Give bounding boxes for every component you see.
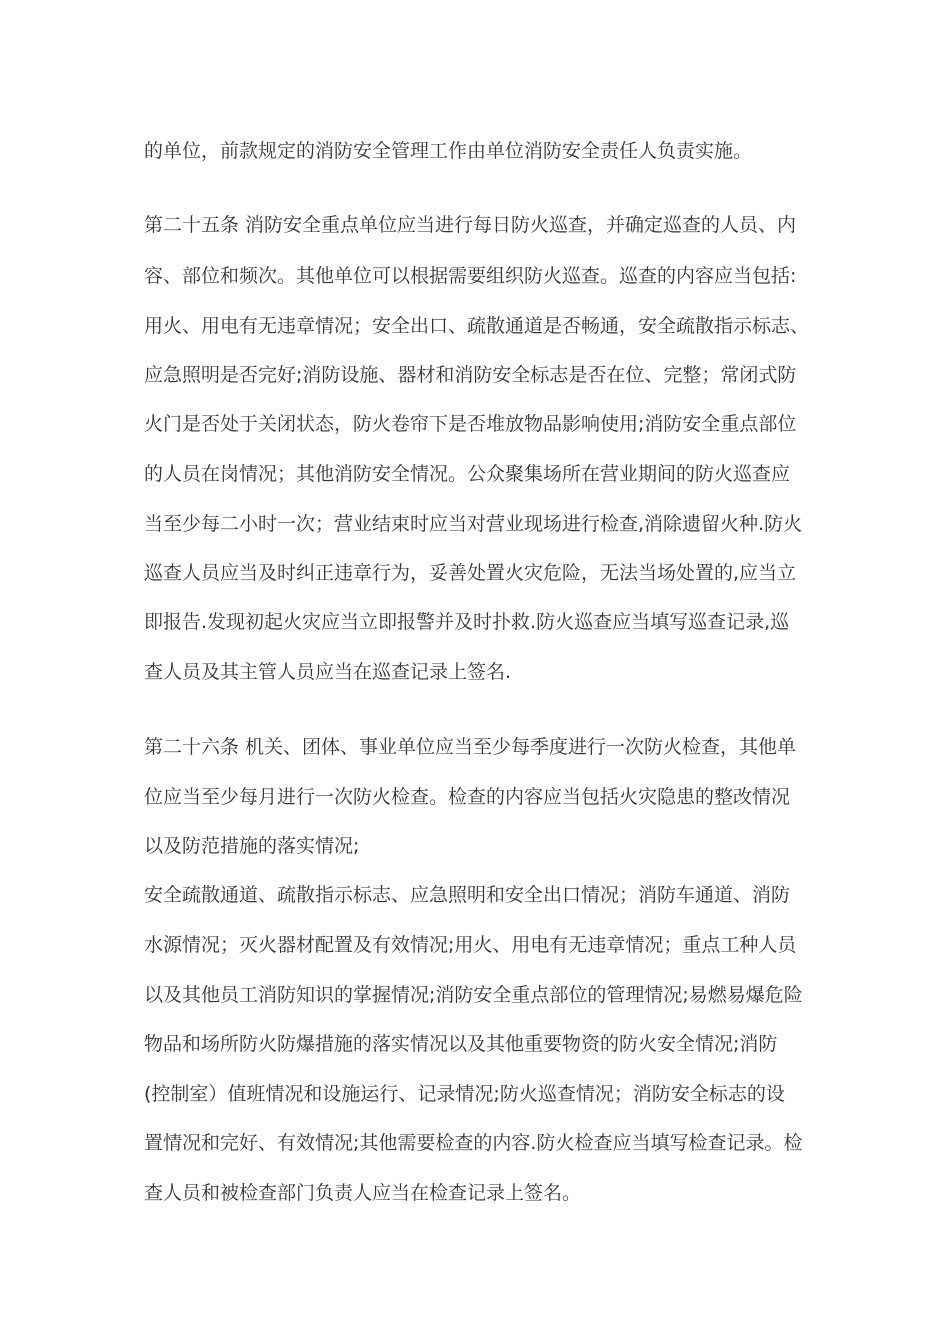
article-26-line-8: (控制室）值班情况和设施运行、记录情况;防火巡查情况；消防安全标志的设 — [144, 1083, 785, 1105]
article-25-line-2: 容、部位和频次。其他单位可以根据需要组织防火巡查。巡查的内容应当包括: — [144, 265, 797, 287]
article-26-line-5: 水源情况；灭火器材配置及有效情况;用火、用电有无违章情况；重点工种人员 — [144, 934, 797, 956]
article-25-line-1: 第二十五条 消防安全重点单位应当进行每日防火巡查，并确定巡查的人员、内 — [144, 214, 797, 236]
article-25-line-10: 查人员及其主管人员应当在巡查记录上签名. — [144, 661, 512, 683]
article-25-line-9: 即报告.发现初起火灾应当立即报警并及时扑救.防火巡查应当填写巡查记录,巡 — [144, 611, 790, 633]
article-25-line-6: 的人员在岗情况；其他消防安全情况。公众聚集场所在营业期间的防火巡查应 — [144, 463, 791, 485]
intro-line: 的单位，前款规定的消防安全管理工作由单位消防安全责任人负责实施。 — [144, 140, 753, 162]
article-25-line-3: 用火、用电有无违章情况；安全出口、疏散通道是否畅通，安全疏散指示标志、 — [144, 315, 810, 337]
article-26-line-6: 以及其他员工消防知识的掌握情况;消防安全重点部位的管理情况;易燃易爆危险 — [144, 984, 803, 1006]
article-26-line-1: 第二十六条 机关、团体、事业单位应当至少每季度进行一次防火检查，其他单 — [144, 736, 797, 758]
article-25-line-5: 火门是否处于关闭状态，防火卷帘下是否堆放物品影响使用;消防安全重点部位 — [144, 413, 797, 435]
article-25-line-4: 应急照明是否完好;消防设施、器材和消防安全标志是否在位、完整；常闭式防 — [144, 364, 797, 386]
article-26-line-2: 位应当至少每月进行一次防火检查。检查的内容应当包括火灾隐患的整改情况 — [144, 786, 791, 808]
article-26-line-7: 物品和场所防火防爆措施的落实情况以及其他重要物资的防火安全情况;消防 — [144, 1033, 778, 1055]
article-26-line-10: 查人员和被检查部门负责人应当在检查记录上签名。 — [144, 1182, 582, 1204]
article-25-line-7: 当至少每二小时一次；营业结束时应当对营业现场进行检查,消除遗留火种.防火 — [144, 513, 803, 535]
article-26-line-4: 安全疏散通道、疏散指示标志、应急照明和安全出口情况；消防车通道、消防 — [144, 884, 791, 906]
article-26-line-9: 置情况和完好、有效情况;其他需要检查的内容.防火检查应当填写检查记录。检 — [144, 1132, 803, 1154]
article-26-line-3: 以及防范措施的落实情况; — [144, 835, 360, 857]
article-25-line-8: 巡查人员应当及时纠正违章行为，妥善处置火灾危险，无法当场处置的,应当立 — [144, 562, 797, 584]
